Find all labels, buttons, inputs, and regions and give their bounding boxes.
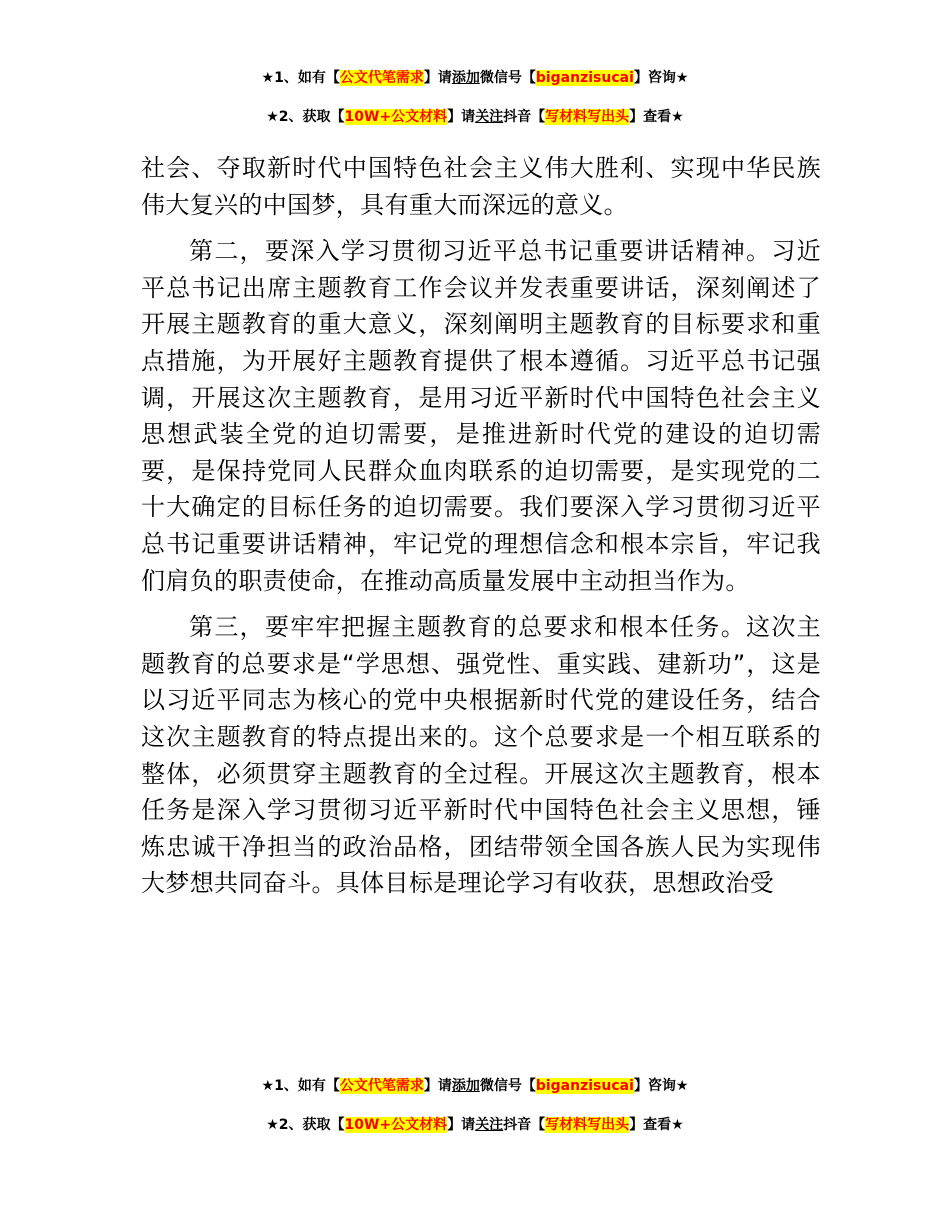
promo-text: ★2、获取【 bbox=[266, 109, 345, 125]
highlight-materials: 10W+公文材料 bbox=[344, 109, 448, 125]
promo-text: 】咨询★ bbox=[633, 1078, 689, 1094]
promo-text: 】请 bbox=[447, 1117, 476, 1133]
header-promo-line-1 bbox=[0, 68, 950, 88]
promo-text: 】请 bbox=[423, 1078, 452, 1094]
footer-promo-line-1 bbox=[0, 1076, 950, 1096]
underlined-action: 添加 bbox=[451, 70, 480, 86]
promo-text: 微信号【 bbox=[479, 1078, 536, 1094]
promo-text: ★1、如有【 bbox=[261, 70, 340, 86]
footer-promo-line-2 bbox=[0, 1115, 950, 1135]
promo-text: 】请 bbox=[423, 70, 452, 86]
promo-text: ★2、获取【 bbox=[266, 1117, 345, 1133]
underlined-action: 关注 bbox=[475, 109, 504, 125]
highlight-wechat-id: biganzisucai bbox=[535, 70, 634, 86]
highlight-douyin-account: 写材料写出头 bbox=[545, 109, 630, 125]
promo-text: 抖音【 bbox=[503, 109, 546, 125]
paragraph-second-point: 第二，要深入学习贯彻习近平总书记重要讲话精神。习近平总书记出席主题教育工作会议并发表重要讲话，深刻阐述了开展主题教育的重大意义，深刻阐明主题教育的目标要求和重点措施，为开展好主题教育提供了根本遵循。习近平总书记强调，开展这次主题教育，是用习近平新时代中国特色社会主义思想武装全党的迫切需要，是推进新时代党的建设的迫切需要，是保持党同人民群众血肉联系的迫切需要，是实现党的二十大确定的目标任务的迫切需要。我们要深入学习贯彻习近平总书记重要讲话精神，牢记党的理想信念和根本宗旨，牢记我们肩负的职责使命，在推动高质量发展中主动担当作为。 bbox=[141, 237, 821, 595]
promo-text: 抖音【 bbox=[503, 1117, 546, 1133]
document-body bbox=[141, 150, 821, 902]
promo-text: 】咨询★ bbox=[633, 70, 689, 86]
highlight-materials: 10W+公文材料 bbox=[344, 1117, 448, 1133]
header-promo-line-2 bbox=[0, 107, 950, 127]
promo-text: 】查看★ bbox=[629, 109, 684, 125]
paragraph-continuation: 社会、夺取新时代中国特色社会主义伟大胜利、实现中华民族伟大复兴的中国梦，具有重大而深远的意义。 bbox=[141, 154, 821, 219]
highlight-wechat-id: biganzisucai bbox=[535, 1078, 634, 1094]
promo-text: 】查看★ bbox=[629, 1117, 684, 1133]
paragraph-third-point: 第三，要牢牢把握主题教育的总要求和根本任务。这次主题教育的总要求是“学思想、强党性、重实践、建新功”，这是以习近平同志为核心的党中央根据新时代党的建设任务，结合这次主题教育的特点提出来的。这个总要求是一个相互联系的整体，必须贯穿主题教育的全过程。开展这次主题教育，根本任务是深入学习贯彻习近平新时代中国特色社会主义思想，锤炼忠诚干净担当的政治品格，团结带领全国各族人民为实现伟大梦想共同奋斗。具体目标是理论学习有收获，思想政治受 bbox=[141, 613, 821, 898]
underlined-action: 添加 bbox=[451, 1078, 480, 1094]
highlight-service: 公文代笔需求 bbox=[339, 70, 424, 86]
underlined-action: 关注 bbox=[475, 1117, 504, 1133]
promo-text: 】请 bbox=[447, 109, 476, 125]
promo-text: 微信号【 bbox=[479, 70, 536, 86]
highlight-douyin-account: 写材料写出头 bbox=[545, 1117, 630, 1133]
highlight-service: 公文代笔需求 bbox=[339, 1078, 424, 1094]
promo-text: ★1、如有【 bbox=[261, 1078, 340, 1094]
